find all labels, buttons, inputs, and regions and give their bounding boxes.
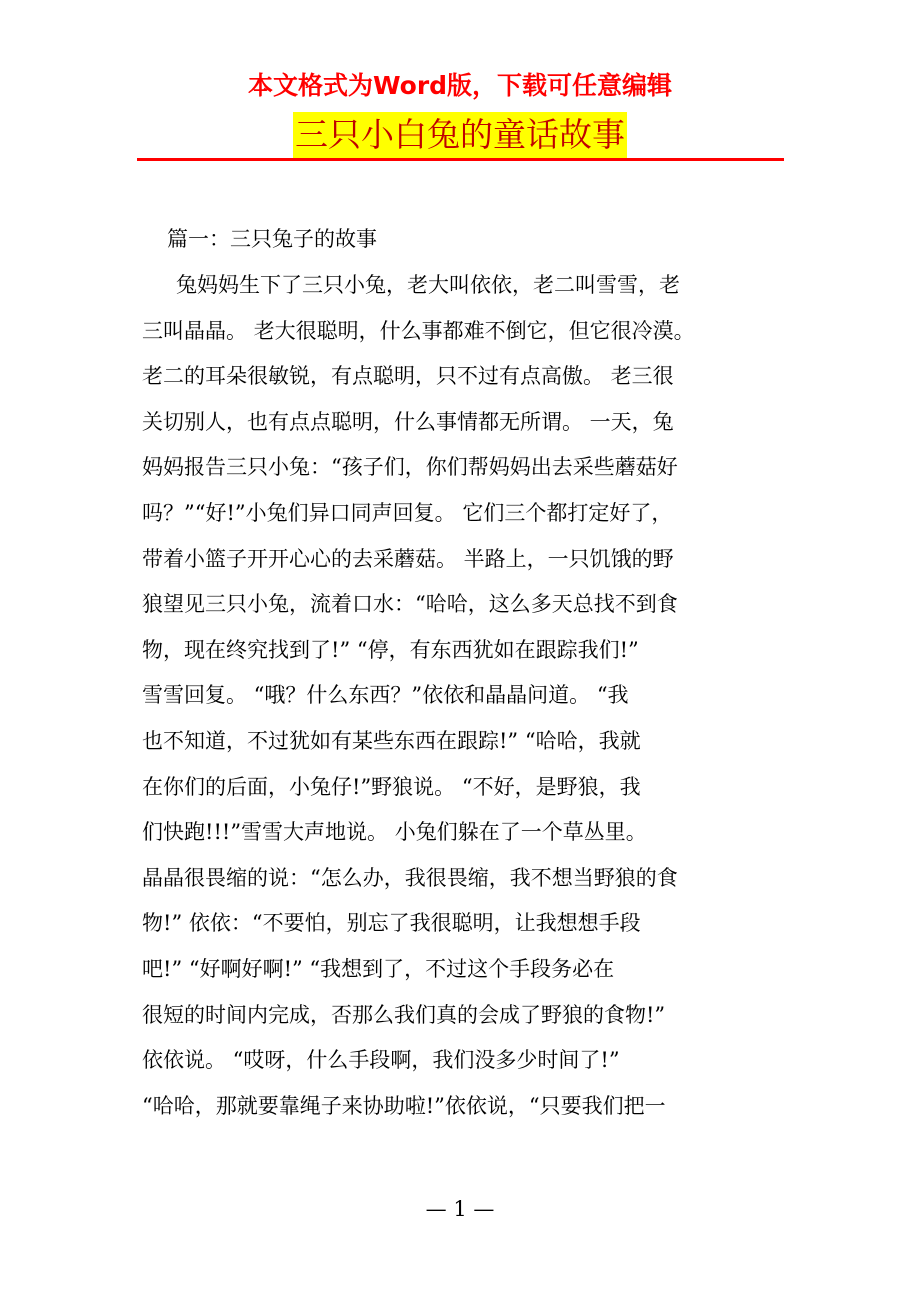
section-heading: 篇一：三只兔子的故事 [167, 227, 377, 251]
paragraph-line: 吧!” “好啊好啊!” “我想到了，不过这个手段务必在 [142, 956, 615, 981]
paragraph-line: 很短的时间内完成，否那么我们真的会成了野狼的食物!” [142, 1002, 666, 1027]
paragraph-line: 带着小篮子开开心心的去采蘑菇。 半路上，一只饥饿的野 [142, 546, 674, 571]
paragraph-line: 关切别人，也有点点聪明，什么事情都无所谓。 一天，兔 [142, 409, 674, 434]
paragraph-line: 依依说。 “哎呀，什么手段啊，我们没多少时间了!” [142, 1048, 620, 1073]
document-title: 三只小白兔的童话故事 [293, 112, 627, 158]
paragraph-line: 吗？”“好!”小兔们异口同声回复。 它们三个都打定好了， [142, 500, 673, 525]
paragraph-line: 雪雪回复。 “哦？什么东西？”依依和晶晶问道。 “我 [142, 683, 629, 708]
paragraph-line: 妈妈报告三只小兔：“孩子们，你们帮妈妈出去采些蘑菇好 [142, 455, 678, 480]
paragraph-line: 狼望见三只小兔，流着口水：“哈哈，这么多天总找不到食 [142, 592, 678, 617]
paragraph-line: 兔妈妈生下了三只小兔，老大叫依依，老二叫雪雪，老 [176, 273, 680, 297]
paragraph-line: 也不知道，不过犹如有某些东西在跟踪!” “哈哈，我就 [142, 728, 641, 753]
paragraph-line: 物，现在终究找到了!” “停，有东西犹如在跟踪我们!” [142, 637, 639, 662]
paragraph-line: “哈哈，那就要靠绳子来协助啦!”依依说，“只要我们把一 [142, 1093, 666, 1118]
paragraph-line: 老二的耳朵很敏锐，有点聪明，只不过有点高傲。 老三很 [142, 364, 674, 389]
paragraph-line: 晶晶很畏缩的说：“怎么办，我很畏缩，我不想当野狼的食 [142, 865, 678, 890]
paragraph-line: 物!” 依依：“不要怕，别忘了我很聪明，让我想想手段 [142, 911, 641, 936]
page-number: — 1 — [425, 1197, 495, 1221]
format-notice-banner: 本文格式为Word版，下载可任意编辑 [247, 71, 673, 100]
title-divider-rule [137, 158, 784, 161]
document-body [142, 224, 782, 1136]
title-container [0, 112, 920, 158]
paragraph-line: 三叫晶晶。 老大很聪明，什么事都难不倒它，但它很冷漠。 [142, 318, 695, 343]
paragraph-line: 在你们的后面，小兔仔!”野狼说。 “不好，是野狼，我 [142, 774, 641, 799]
paragraph-line: 们快跑!!!”雪雪大声地说。 小兔们躲在了一个草丛里。 [142, 820, 647, 845]
